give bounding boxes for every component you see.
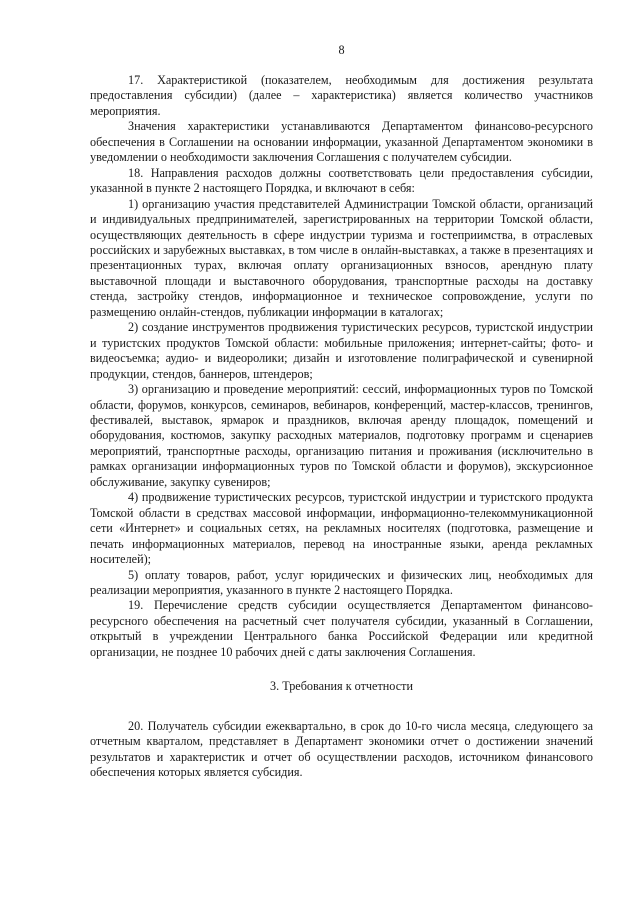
paragraph-18: 18. Направления расходов должны соответствовать цели предоставления субсидии, указанной в пункте 2 настоящего Порядка, и включают в себя: [90, 165, 593, 196]
list-item-2: 2) создание инструментов продвижения туристических ресурсов, туристской индустрии и туристских продуктов Томской области: мобильные приложения; интернет-сайты; фото- и видеосъемка; аудио- и видеоролики; дизайн и изготовление полиграфической и сувенирной продукции, стендов, баннеров, штендеров; [90, 320, 593, 381]
section-heading: 3. Требования к отчетности [270, 679, 413, 694]
list-item-5: 5) оплату товаров, работ, услуг юридических и физических лиц, необходимых для реализации мероприятия, указанного в пункте 2 настоящего Порядка. [90, 567, 593, 597]
list-item-4: 4) продвижение туристических ресурсов, туристской индустрии и туристского продукта Томской области в средствах массовой информации, информационно-телекоммуникационной сети «Интернет» и социальных сетях, на рекламных носителях (подготовка, размещение и печать информационных материалов, перевод на иностранные языки, аренда рекламных носителей); [90, 490, 593, 567]
paragraph-20: 20. Получатель субсидии ежеквартально, в срок до 10-го числа месяца, следующего за отчетным кварталом, представляет в Департамент экономики отчет о достижении значений результатов и характеристик и отчет об осуществлении расходов, источником финансового обеспечения которых является субсидия. [90, 718, 593, 780]
paragraph-17-values: Значения характеристики устанавливаются Департаментом финансово-ресурсного обеспечения в Соглашении на основании информации, указанной Департаментом экономики в уведомлении о необходимости заключения Соглашения с получателем субсидии. [90, 119, 593, 165]
paragraph-17: 17. Характеристикой (показателем, необходимым для достижения результата предоставления субсидии) (далее – характеристика) является количество участников мероприятия. [90, 73, 593, 118]
list-item-3: 3) организацию и проведение мероприятий: сессий, информационных туров по Томской области, форумов, конкурсов, семинаров, вебинаров, конференций, мастер-классов, тренингов, фестивалей, выставок, ярмарок и праздников, включая аренду площадок, помещений и оборудования, костюмов, закупку расходных материалов, подготовку программ и сценариев мероприятий, транспортные расходы, организацию питания и проживания (исключительно в рамках организации информационных туров по Томской области и форумов), экскурсионное обслуживание, закупку сувениров; [90, 382, 593, 489]
page-number: 8 [338, 43, 345, 57]
paragraph-19: 19. Перечисление средств субсидии осуществляется Департаментом финансово-ресурсного обеспечения на расчетный счет получателя субсидии, указанный в Соглашении, открытый в учреждении Центрального банка Российской Федерации или кредитной организации, не позднее 10 рабочих дней с даты заключения Соглашения. [90, 598, 593, 659]
list-item-1: 1) организацию участия представителей Администрации Томской области, организаций и индивидуальных предпринимателей, зарегистрированных на территории Томской области, осуществляющих деятельность в сфере индустрии туризма и гостеприимства, в отраслевых российских и зарубежных выставках, в том числе в онлайн-выставках, а также в презентациях и презентационных турах, включая оплату организационных взносов, арендную плату выставочной площади и выставочного оборудования, транспортные расходы на доставку стенда, застройку стендов, информационное и техническое сопровождение, услуги по размещению онлайн-стендов, публикации информации в каталогах; [90, 196, 593, 319]
